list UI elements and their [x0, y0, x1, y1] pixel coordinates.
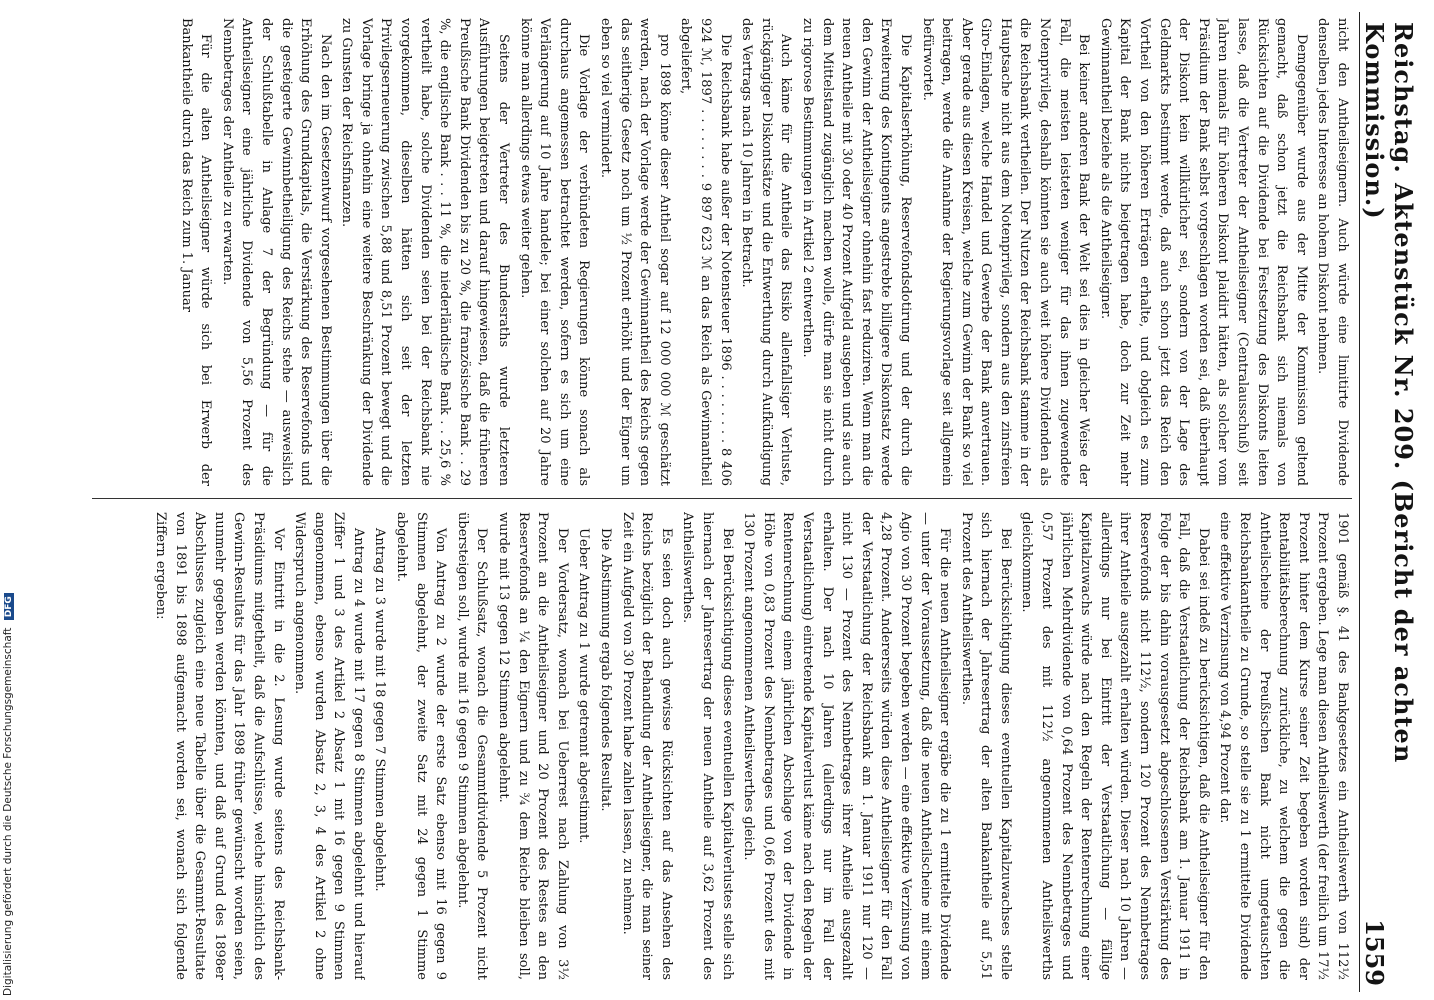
paragraph: Seitens der Vertreter des Bundesraths wurde letzteren Ausführungen beigetreten und darauf hingewiesen, daß die früheren Preußische Bank Dividenden bis zu 20 %, die französische Bank . . 29 %, die englische Bank . . . 11 %, die niederländische Bank . . 25,6 % vertheilt habe, solche Dividenden seien bei der Reichsbank nie vorgekommen, dieselben hätten sich seit der letzten Privilegserneuerung zwischen 5,88 und 8,51 Prozent bewegt und die Vorlage bringe ja ohnehin eine weitere Beschränkung der Dividende zu Gunsten der Reichsfinanzen.	[339, 18, 512, 486]
column-divider	[92, 498, 1352, 499]
text-columns	[92, 12, 1352, 992]
paragraph: Demgegenüber wurde aus der Mitte der Kommission geltend gemacht, daß schon jetzt die Reichsbank sich niemals von Rücksichten auf die Dividende bei Festsetzung des Diskonts leiten lasse, daß die Vertreter der Antheilseigner (Centralausschuß) seit Jahren niemals für höheren Diskont plaidirt hätten, als solcher vom Präsidium der Bank selbst vorgeschlagen worden sei, daß überhaupt der Diskont kein willkürlicher sei, sondern von der Lage des Geldmarkts bestimmt werde, daß auch schon jetzt das Reich den Vortheil von den höheren Erträgen erhalte, und obgleich es zum Kapital der Bank nichts beigetragen habe, doch zur Zeit mehr Gewinnantheil beziehe als die Antheilseigner.	[1097, 18, 1309, 486]
paragraph: Dabei sei indeß zu berücksichtigen, daß die Antheilseigner für den Fall, daß die Verstaatlichung der Reichsbank am 1. Januar 1911 in Folge der bis dahin vorausgesetzt abgeschlossenen Verstärkung des Reservefonds nicht 112½, sondern 120 Prozent des Nennbetrages ihrer Antheile ausgezahlt erhalten würden. Dieser nach 10 Jahren — allerdings nur bei Eintritt der Verstaatlichung — fällige Kapitalzuwachs würde nach den Regeln der Rentenrechnung einer jährlichen Mehrdividende von 0,64 Prozent des Nennbetrages und 0,57 Prozent des mit 112½ angenommenen Antheilswerths gleichkommen.	[1019, 512, 1211, 980]
paragraph: pro 1898 könne dieser Antheil sogar auf 12 000 000 ℳ geschätzt werden, nach der Vorlage werde der Gewinnantheil des Reichs gegen das seitherige Gesetz noch um ½ Prozent erhöht und der Eigner um eben so viel vermindert.	[598, 18, 672, 486]
paragraph: Antrag zu 3 wurde mit 18 gegen 7 Stimmen abgelehnt.	[372, 528, 388, 892]
right-column	[92, 512, 1352, 980]
paragraph: Nach den im Gesetzentwurf vorgesehenen Bestimmungen über die Erhöhung des Grundkapitals, die Verstärkung des Reservefonds und die gesteigerte Gewinnbetheiligung des Reichs stehe — ausweislich der Schlußtabelle in Anlage 7 der Begründung — für die Antheilseigner eine jährliche Dividende von 5,56 Prozent des Nennbetrages der Antheile zu erwarten.	[219, 18, 333, 486]
running-header	[1359, 12, 1418, 992]
paragraph: Ueber Antrag zu 1 wurde getrennt abgestimmt.	[576, 528, 592, 844]
digitization-credit	[2, 593, 14, 996]
paragraph: Die Reichsbank habe außer der Notensteuer 1896 . . . . . . . . 8 406 924 ℳ, 1897 . . . . . . . . 9 897 623 ℳ an das Reich als Gewinnantheil abgeliefert,	[678, 18, 733, 486]
paragraph: Die Kapitalserhöhung, Reservefondsdotirung und der durch die Erweiterung des Kontingents angestrebte billigere Diskontsatz werde den Gewinn der Antheilseigner ohnehin fast reduziren. Wenn man die neuen Antheile mit 30 oder 40 Prozent Aufgeld ausgeben und sie auch dem Mittelstand zugänglich machen wolle, dürfe man sie nicht durch zu rigorose Bestimmungen in Artikel 2 entwerthen.	[799, 18, 913, 486]
left-column	[92, 18, 1352, 486]
paragraph: Bei keiner anderen Bank der Welt sei dies in gleicher Weise der Fall, die meisten leisteten weniger für das ihnen zugewendete Notenprivileg, deshalb könnten sie auch weit höhere Dividenden als die Reichsbank vertheilen. Der Nutzen der Reichsbank stamme in der Hauptsache nicht aus dem Notenprivileg, sondern aus den zinsfreien Giro-Einlagen, welche Handel und Gewerbe der Bank anvertrauen. Aber gerade aus diesen Kreisen, welche zum Gewinn der Bank so viel beitragen, werde die Annahme der Regierungsvorlage seit allgemein befürwortet.	[919, 18, 1092, 486]
paragraph: Auch käme für die Antheile das Risiko allenfallsiger Verluste, rückgängiger Diskontsätze und die Entwerthung durch Aufkündigung des Vertrags nach 10 Jahren in Betracht.	[739, 18, 794, 486]
paragraph: Für die alten Antheilseigner würde sich bei Erwerb der Bankantheile durch das Reich zum 1. Januar	[178, 18, 214, 486]
running-title: Reichstag. Aktenstück Nr. 209. (Bericht der achten Kommission.)	[1360, 22, 1418, 764]
paragraph: Für die neuen Antheilseigner ergäbe die zu 1 ermittelte Dividende — unter der Voraussetzung, daß die neuen Antheilscheine mit einem Agio von 30 Prozent begeben werden — eine effektive Verzinsung von 4,28 Prozent. Andererseits würden diese Antheilseigner für den Fall der Verstaatlichung der Reichsbank am 1. Januar 1911 nur 120 — nicht 130 — Prozent des Nennbetrages ihrer Antheile ausgezahlt erhalten. Der nach 10 Jahren (allerdings nur im Fall der Verstaatlichung) eintretende Kapitalverlust käme nach den Regeln der Rentenrechnung einem jährlichen Abschlage von der Dividende in Höhe von 0,83 Prozent des Nennbetrages und 0,66 Prozent des mit 130 Prozent angenommenen Antheilswerthes gleich.	[741, 512, 953, 980]
paragraph: 1901 gemäß §. 41 des Bankgesetzes ein Antheilswerth von 112½ Prozent ergeben. Lege man diesen Antheilswerth (der freilich um 17½ Prozent hinter dem Kurse seiner Zeit begeben worden sind) der Rentabilitätsberechnung zurückliche, zu welchem die gegen die Antheilscheine der Preußischen Bank nicht umgetauschten Reichsbankantheile zu Grunde, so stelle sie zu 1 ermittelte Dividende eine effektive Verzinsung von 4,94 Prozent dar.	[1217, 512, 1350, 980]
paragraph: Bei Berücksichtigung dieses eventuellen Kapitalzuwachses stelle sich hiernach der Jahresertrag der alten Bankantheile auf 5,51 Prozent des Antheilswerthes.	[958, 512, 1013, 980]
dfg-logo: DFG	[4, 593, 14, 620]
page-number: 1559	[1360, 919, 1389, 986]
paragraph: Die Abstimmung ergab folgendes Resultat.	[598, 528, 614, 812]
paragraph: Es seien doch auch gewisse Rücksichten auf das Ansehen des Reichs bezüglich der Behandlung der Antheilseigner, die man seiner Zeit ein Aufgeld von 30 Prozent habe zahlen lassen, zu nehmen.	[619, 512, 674, 980]
paragraph: Bei Berücksichtigung dieses eventuellen Kapitalverlustes stelle sich hiernach der Jahresertrag der neuen Antheile auf 3,62 Prozent des Antheilswerthes.	[680, 512, 735, 980]
paragraph: Antrag zu 4 wurde mit 17 gegen 8 Stimmen abgelehnt und hierauf Ziffer 1 und 3 des Artikel 2 Absatz 1 mit 16 gegen 9 Stimmen angenommen, ebenso wurden Absatz 2, 3, 4 des Artikel 2 ohne Widerspruch angenommen.	[292, 512, 366, 980]
paragraph: Vor Eintritt in die 2. Lesung wurde seitens des Reichsbank-Präsidiums mitgetheilt, daß die Aufschlüsse, welche hinsichtlich des Gewinn-Resultats für das Jahr 1898 früher gewünscht worden seien, nunmehr gegeben werden könnten, und daß auf Grund des 1898er Abschlusses zugleich eine neue Tabelle über die Gesammt-Resultate von 1891 bis 1898 aufgemacht worden sei, wonach sich folgende Ziffern ergeben:	[152, 512, 286, 980]
paragraph: Von Antrag zu 2 wurde der erste Satz ebenso mit 16 gegen 9 Stimmen abgelehnt, der zweite Satz mit 24 gegen 1 Stimme abgelehnt.	[394, 512, 449, 980]
paragraph: Der Schlußsatz, wonach die Gesammtdividende 5 Prozent nicht übersteigen soll, wurde mit 16 gegen 9 Stimmen abgelehnt.	[454, 512, 490, 980]
paragraph: nicht den Antheilseignern. Auch würde eine limitirte Dividende denselben jedes Interesse an hohem Diskont nehmen.	[1315, 18, 1350, 486]
credit-text: Digitalisierung gefördert durch die Deutsche Forschungsgemeinschaft	[2, 627, 14, 996]
rotated-page-content	[80, 12, 1418, 992]
paragraph: Die Vorlage der verbündeten Regierungen könne sonach als durchaus angemessen betrachtet werden, sofern es sich um eine Verlängerung auf 10 Jahre handele; bei einer solchen auf 20 Jahre könne man allerdings etwas weiter gehen.	[517, 18, 592, 486]
paragraph: Der Vordersatz, wonach bei Ueberrest nach Zahlung von 3½ Prozent an die Antheilseigner und 20 Prozent des Restes an den Reservefonds an ¼ den Eignern und zu ¾ dem Reiche bleiben soll, wurde mit 13 gegen 12 Stimmen abgelehnt.	[496, 512, 570, 980]
